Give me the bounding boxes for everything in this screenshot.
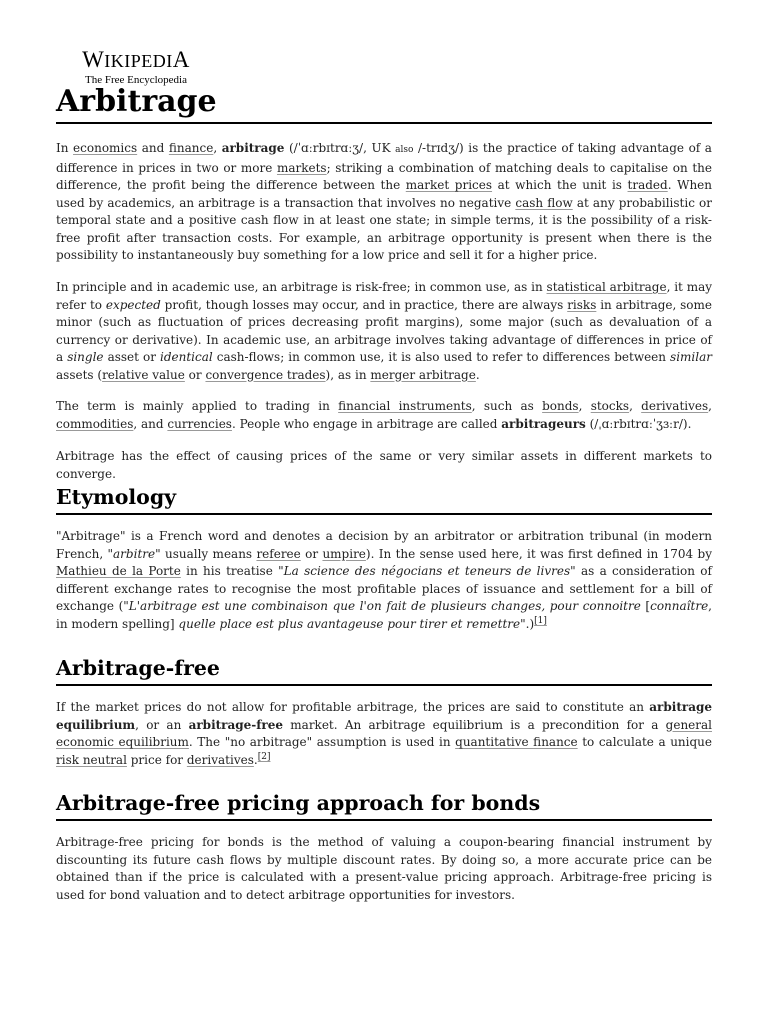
link-umpire[interactable]: umpire [322,546,366,561]
link-general-economic-equilibrium[interactable]: general economic equilibrium [56,717,712,749]
link-referee[interactable]: referee [256,546,301,561]
link-financial-instruments[interactable]: financial instruments [338,399,472,413]
link-commodities[interactable]: commodities [56,416,134,431]
heading-arbitrage-free: Arbitrage-free [56,656,220,680]
intro-paragraph-1: In economics and finance, arbitrage (/ˈɑːrbɪtrɑːʒ/, UK also /-trɪdʒ/) is the practice of taking advantage of a difference in prices in two or more markets; striking a combination of matching deals to capitalise on the difference, the profit being the difference between the market prices at which the unit is traded. When used by academics, an arbitrage is a transaction that involves no negative cash flow at any probabilistic or temporal state and a positive cash flow in at least one state; in simple terms, it is the possibility of a risk-free profit after transaction costs. For example, an arbitrage opportunity is present when there is the possibility to instantaneously buy something for a low price and sell it for a higher price. [56,141,713,262]
title-divider [56,122,712,124]
term-arbitrageurs: arbitrageurs [501,416,586,431]
link-derivatives-2[interactable]: derivatives [186,752,254,767]
arbitrage-free-paragraph: If the market prices do not allow for profitable arbitrage, the prices are said to constitute an arbitrage equilibrium, or an arbitrage-free market. An arbitrage equilibrium is a precondition for a general economic equilibrium. The "no arbitrage" assumption is used in quantitative finance to calculate a unique risk neutral price for derivatives.[2] [56,700,712,767]
link-economics[interactable]: economics [73,141,138,155]
link-statistical-arbitrage[interactable]: statistical arbitrage [546,280,667,294]
intro-paragraph-3: The term is mainly applied to trading in financial instruments, such as bonds, stocks, derivatives, commodities, and currencies. People who engage in arbitrage are called arbitrageurs (/ˌɑːrbɪtrɑːˈʒɜːr/). [56,399,712,431]
term-arbitrage: arbitrage [221,141,285,155]
intro-paragraph-4: Arbitrage has the effect of causing prices of the same or very similar assets in different markets to converge. [56,449,712,481]
heading-etymology: Etymology [56,485,177,509]
intro-paragraph-2: In principle and in academic use, an arbitrage is risk-free; in common use, as in statistical arbitrage, it may refer to expected profit, though losses may occur, and in practice, there are always risks in arbitrage, some minor (such as fluctuation of prices decreasing profit margins), some major (such as devaluation of a currency or derivative). In academic use, an arbitrage involves taking advantage of differences in price of a single asset or identical cash-flows; in common use, it is also used to refer to differences between similar assets (relative value or convergence trades), as in merger arbitrage. [56,280,713,382]
link-stocks[interactable]: stocks [590,399,630,413]
bonds-paragraph: Arbitrage-free pricing for bonds is the method of valuing a coupon-bearing financial instrument by discounting its future cash flows by multiple discount rates. By doing so, a more accurate price can be obtained than if the price is calculated with a present-value pricing approach. Arbitrage-free pricing is used for bond valuation and to detect arbitrage opportunities for investors. [56,835,712,902]
page-title: Arbitrage [56,84,217,119]
etymology-paragraph: "Arbitrage" is a French word and denotes a decision by an arbitrator or arbitration tribunal (in modern French, "arbitre" usually means referee or umpire). In the sense used here, it was first defined in 1704 by Mathieu de la Porte in his treatise "La science des négocians et teneurs de livres" as a consideration of different exchange rates to recognise the most profitable places of issuance and settlement for a bill of exchange ("L'arbitrage est une combinaison que l'on fait de plusieurs changes, pour connoitre [connaître, in modern spelling] quelle place est plus avantageuse pour tirer et remettre".)[1] [56,529,712,631]
heading-divider [56,513,712,515]
link-derivatives[interactable]: derivatives [641,399,709,413]
heading-bonds-pricing: Arbitrage-free pricing approach for bonds [56,791,541,815]
link-market-prices[interactable]: market prices [405,178,493,192]
link-merger-arbitrage[interactable]: merger arbitrage [370,367,476,382]
logo-tagline: The Free Encyclopedia [84,74,187,86]
link-risks[interactable]: risks [567,297,597,312]
link-traded[interactable]: traded [627,178,668,192]
heading-divider [56,819,712,821]
link-risk-neutral[interactable]: risk neutral [56,752,127,767]
link-finance[interactable]: finance [168,141,214,155]
logo-wordmark: WIKIPEDIA [82,47,190,72]
reference-1[interactable]: [1] [534,615,547,626]
link-mathieu-de-la-porte[interactable]: Mathieu de la Porte [56,564,181,578]
reference-2[interactable]: [2] [257,751,271,762]
link-bonds[interactable]: bonds [542,399,579,413]
link-relative-value[interactable]: relative value [102,367,185,382]
link-currencies[interactable]: currencies [167,416,232,431]
link-cash-flow[interactable]: cash flow [515,195,573,210]
link-markets[interactable]: markets [276,160,327,175]
link-convergence-trades[interactable]: convergence trades [205,367,326,382]
heading-divider [56,684,712,686]
link-quantitative-finance[interactable]: quantitative finance [455,735,578,749]
